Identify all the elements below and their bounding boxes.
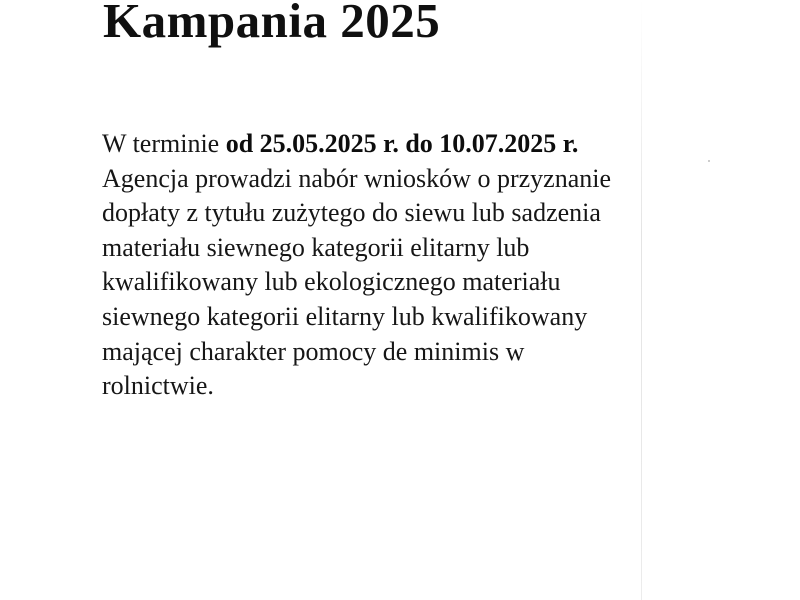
body-line: Agencja prowadzi nabór wniosków o przyznanie: [102, 163, 611, 193]
scan-speck: [708, 160, 710, 162]
body-line: kwalifikowany lub ekologicznego materiału: [102, 267, 561, 297]
date-range: od 25.05.2025 r. do 10.07.2025 r.: [225, 129, 579, 158]
body-line: dopłaty z tytułu zużytego do siewu lub sadzenia: [102, 198, 601, 228]
body-line: siewnego kategorii elitarny lub kwalifikowany: [102, 301, 588, 331]
announcement-paragraph: [102, 127, 702, 404]
body-line: mającej charakter pomocy de minimis w: [102, 336, 525, 366]
body-line: rolnictwie.: [102, 371, 214, 401]
intro-line: [102, 127, 702, 162]
page-title: Kampania 2025: [103, 0, 441, 48]
intro-prefix: W terminie: [102, 129, 226, 158]
body-line: materiału siewnego kategorii elitarny lub: [102, 232, 530, 262]
